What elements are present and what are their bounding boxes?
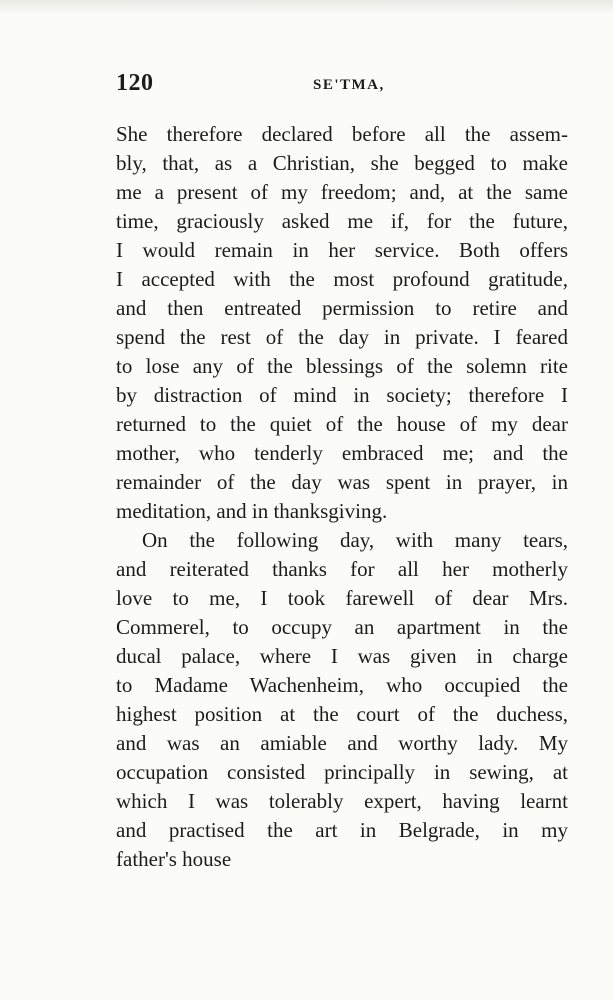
- text-line: highest position at the court of the duchess,: [116, 702, 568, 726]
- text-line: spend the rest of the day in private. I feared: [116, 325, 568, 349]
- text-line: and practised the art in Belgrade, in my: [116, 818, 568, 842]
- page-header: [116, 70, 566, 100]
- text-line: which I was tolerably expert, having learnt: [116, 789, 568, 813]
- text-line: to lose any of the blessings of the solemn rite: [116, 354, 568, 378]
- text-line: me a present of my freedom; and, at the same: [116, 180, 568, 204]
- text-line: mother, who tenderly embraced me; and the: [116, 441, 568, 465]
- text-line: father's house: [116, 847, 232, 871]
- page-edge-shadow: [0, 0, 613, 14]
- paragraph-1: [116, 120, 568, 526]
- text-line: by distraction of mind in society; therefore I: [116, 383, 568, 407]
- text-line: returned to the quiet of the house of my dear: [116, 412, 568, 436]
- text-line: Commerel, to occupy an apartment in the: [116, 615, 568, 639]
- paragraph-2: [116, 526, 568, 874]
- text-line: time, graciously asked me if, for the future,: [116, 209, 568, 233]
- text-line: I accepted with the most profound gratitude,: [116, 267, 568, 291]
- text-line: occupation consisted principally in sewing, at: [116, 760, 568, 784]
- text-line: I would remain in her service. Both offers: [116, 238, 568, 262]
- text-line: On the following day, with many tears,: [142, 528, 568, 552]
- text-line: and was an amiable and worthy lady. My: [116, 731, 568, 755]
- text-line: She therefore declared before all the assem-: [116, 122, 568, 146]
- body-text: [116, 120, 568, 874]
- text-line: meditation, and in thanksgiving.: [116, 499, 388, 523]
- text-line: and reiterated thanks for all her motherly: [116, 557, 568, 581]
- text-line: to Madame Wachenheim, who occupied the: [116, 673, 568, 697]
- page-number: 120: [116, 70, 154, 96]
- text-line: ducal palace, where I was given in charge: [116, 644, 568, 668]
- text-line: remainder of the day was spent in prayer, in: [116, 470, 568, 494]
- text-line: and then entreated permission to retire and: [116, 296, 568, 320]
- text-line: love to me, I took farewell of dear Mrs.: [116, 586, 568, 610]
- text-line: bly, that, as a Christian, she begged to make: [116, 151, 568, 175]
- running-head: SE'TMA,: [313, 77, 385, 93]
